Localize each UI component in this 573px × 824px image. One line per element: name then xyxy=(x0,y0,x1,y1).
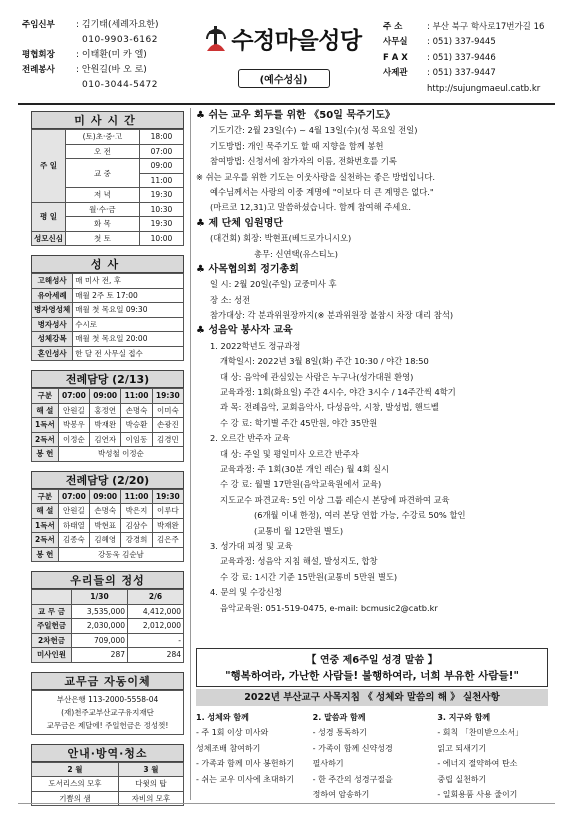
mass-type: 교 중 xyxy=(65,159,139,188)
liturgy-name: 손명숙 xyxy=(90,504,121,519)
offering-amount: 709,000 xyxy=(72,633,128,648)
contact-row xyxy=(383,82,558,97)
liturgy-name: 김경민 xyxy=(152,432,183,447)
contact-label: F A X xyxy=(383,52,408,63)
offerings-row xyxy=(32,648,184,663)
offerings-header-row xyxy=(32,590,184,605)
contact-label: 사제관 xyxy=(383,68,408,79)
offering-category: 주일헌금 xyxy=(32,619,72,634)
section-heading: ♣ 쉬는 교우 회두를 위한 《50일 묵주기도》 xyxy=(196,110,396,121)
sacrament-row xyxy=(32,303,184,318)
offerings-table xyxy=(31,589,184,663)
liturgy-header-cell: 09:00 xyxy=(90,389,121,404)
practice-item: - 주 1회 이상 미사와 xyxy=(196,728,269,738)
liturgy-row xyxy=(32,533,184,548)
liturgy-header-cell: 19:30 xyxy=(152,389,183,404)
staff-value: : 안원길(바 오 로) xyxy=(76,65,147,75)
sidebar xyxy=(31,111,184,806)
offerings-date: 2/6 xyxy=(128,590,184,605)
practice-column xyxy=(196,710,307,802)
staff-row xyxy=(22,63,192,78)
announcement-line: 수 강 료: 1시간 기준 15만원(교통비 5만원 별도) xyxy=(220,571,398,582)
announcement-line: 2. 오르간 반주자 교육 xyxy=(210,433,290,444)
liturgy-name: 이루다 xyxy=(152,504,183,519)
practice-item: - 가족과 함께 미사 봉헌하기 xyxy=(196,759,295,769)
practice-item: - 회칙 「찬미받으소서」 xyxy=(437,728,524,738)
mass-time: 18:00 xyxy=(139,130,183,145)
staff-row xyxy=(22,33,192,48)
offerings-row xyxy=(32,619,184,634)
liturgy-name: 손명숙 xyxy=(121,403,152,418)
guide-mar-group-1: 다윗의 탑 xyxy=(118,777,183,792)
offering-amount: 2,030,000 xyxy=(72,619,128,634)
announcement-line: 교육과정: 성음악 지침 해설, 발성지도, 합창 xyxy=(220,556,378,567)
mass-time: 19:30 xyxy=(139,217,183,232)
liturgy-header-row xyxy=(32,389,184,404)
mass-group: 주 일 xyxy=(32,130,66,203)
mass-time: 10:00 xyxy=(139,231,183,246)
practice-item: - 한 주간의 성경구절을 xyxy=(312,774,393,784)
sacrament-name: 유아세례 xyxy=(32,288,73,303)
guide-month-feb: 2 월 xyxy=(32,762,119,777)
sacrament-row xyxy=(32,332,184,347)
mass-type: 첫 토 xyxy=(65,231,139,246)
sacrament-schedule: 매월 첫 목요일 09:30 xyxy=(73,303,184,318)
offerings-date xyxy=(32,590,72,605)
announcement-line: 기도방법: 개인 묵주기도 할 때 지향을 함께 봉헌 xyxy=(210,140,384,151)
guide-table xyxy=(31,762,184,807)
parish-title: 수정마을성당 xyxy=(231,28,362,54)
mass-time: 09:00 xyxy=(139,159,183,174)
liturgy-name: 이정순 xyxy=(58,432,89,447)
contact-value: : 051) 337-9447 xyxy=(427,68,496,79)
mass-time-row xyxy=(32,231,184,246)
liturgy-name: 박재완 xyxy=(152,518,183,533)
practice-heading: 1. 성체와 함께 xyxy=(196,713,249,722)
liturgy-row xyxy=(32,504,184,519)
parish-masthead xyxy=(196,22,371,88)
practice-heading: 3. 지구와 함께 xyxy=(437,713,491,722)
offerings-row xyxy=(32,633,184,648)
liturgy-name: 강경희 xyxy=(121,533,152,548)
sacrament-schedule: 한 달 전 사무실 접수 xyxy=(73,346,184,361)
staff-info xyxy=(22,18,192,93)
sacrament-name: 고해성사 xyxy=(32,274,73,289)
offerings-row xyxy=(32,604,184,619)
liturgy-name: 김삼수 xyxy=(121,518,152,533)
mass-type: 오 전 xyxy=(65,144,139,159)
offering-amount: 284 xyxy=(128,648,184,663)
mass-type: (토)초·중·고 xyxy=(65,130,139,145)
liturgy-name: 박재완 xyxy=(90,418,121,433)
contact-info xyxy=(383,20,558,97)
parish-subtitle: (예수성심) xyxy=(238,69,330,88)
announcement-line: (6개월 이내 한정), 여러 본당 연합 가능, 수강료 50% 할인 xyxy=(254,510,466,521)
announcement-line: (대건회) 회장: 박현표(베드로가니시오) xyxy=(210,233,352,244)
offering-amount: - xyxy=(128,633,184,648)
liturgy-name: 박은지 xyxy=(121,504,152,519)
mass-time-row xyxy=(32,130,184,145)
liturgy-name: 안원길 xyxy=(58,504,89,519)
liturgy-name: 김연자 xyxy=(90,432,121,447)
liturgy-name: 김혜영 xyxy=(90,533,121,548)
announcement-line: 기도기간: 2월 23일(수) ~ 4월 13일(수)(성 목요일 전일) xyxy=(210,125,418,136)
contact-value: : 부산 북구 학사로17번가길 16 xyxy=(427,22,545,32)
guide-title: 안내·방역·청소 xyxy=(31,744,184,762)
section-heading: ♣ 성음악 봉사자 교육 xyxy=(196,325,293,337)
contact-label: 주 소 xyxy=(383,22,403,32)
liturgy-name: 이미숙 xyxy=(152,403,183,418)
announcement-line: 음악교육원: 051-519-0475, e-mail: bcmusic2@catb.kr xyxy=(220,602,438,613)
liturgy-offering-names: 박성철 이정순 xyxy=(58,447,183,462)
liturgy-role: 해 설 xyxy=(32,504,59,519)
offering-amount: 287 xyxy=(72,648,128,663)
offerings-date: 1/30 xyxy=(72,590,128,605)
liturgy-name: 홍정연 xyxy=(90,403,121,418)
bank-account: 부산은행 113-2000-5558-04 xyxy=(56,694,159,704)
announcement-line: 과 목: 전례음악, 교회음악사, 다성음악, 시창, 발성법, 핸드벨 xyxy=(220,402,439,413)
contact-value: http://sujungmaeul.catb.kr xyxy=(427,83,541,94)
contact-row xyxy=(383,66,558,81)
liturgy-name: 박현표 xyxy=(90,518,121,533)
announcement-line: 3. 성가대 피정 및 교육 xyxy=(210,540,293,551)
mass-type: 화 목 xyxy=(65,217,139,232)
mass-time: 11:00 xyxy=(139,173,183,188)
liturgy-role: 2독서 xyxy=(32,432,59,447)
mass-type: 월·수·금 xyxy=(65,202,139,217)
practice-item: 읽고 되새기기 xyxy=(437,743,487,753)
announcement-line: 수 강 료: 월별 17만원(음악교육원에서 교육) xyxy=(220,479,382,490)
sacraments-table xyxy=(31,273,184,361)
header-divider xyxy=(18,103,555,105)
liturgy-title-1: 전례담당 (2/13) xyxy=(31,370,184,388)
staff-value: 010-3044-5472 xyxy=(82,80,158,90)
announcement-line: 총무: 신연택(유스티노) xyxy=(254,248,339,259)
pastoral-slogan: 2022년 부산교구 사목지침 《 성체와 말씀의 해 》 실천사항 xyxy=(196,689,548,706)
announcement-line: 일 시: 2월 20일(주일) 교중미사 후 xyxy=(210,279,337,290)
liturgy-title-2: 전례담당 (2/20) xyxy=(31,471,184,489)
mass-times-title: 미사시간 xyxy=(31,111,184,129)
guide-feb-group-2: 기쁨의 샘 xyxy=(32,791,119,806)
liturgy-name: 손광진 xyxy=(152,418,183,433)
liturgy-table-2 xyxy=(31,489,184,563)
practice-item: - 가족이 함께 신약성경 xyxy=(312,743,393,753)
contact-value: : 051) 337-9445 xyxy=(427,37,496,48)
sacraments-title: 성사 xyxy=(31,255,184,273)
mass-time: 07:00 xyxy=(139,144,183,159)
practice-item: - 쉬는 교우 미사에 초대하기 xyxy=(196,774,295,784)
liturgy-role: 해 설 xyxy=(32,403,59,418)
practice-column xyxy=(423,710,548,802)
liturgy-header-cell: 07:00 xyxy=(58,389,89,404)
auto-transfer-box xyxy=(31,690,184,735)
staff-row xyxy=(22,48,192,63)
announcement-line: 대 상: 음악에 관심있는 사람은 누구나(성가대원 환영) xyxy=(220,371,414,382)
liturgy-role: 1독서 xyxy=(32,518,59,533)
contact-value: : 051) 337-9446 xyxy=(427,52,496,63)
staff-role: 평협회장 xyxy=(22,50,55,60)
mass-group: 성모신심 xyxy=(32,231,66,246)
liturgy-header-cell: 11:00 xyxy=(121,389,152,404)
mass-type: 저 녁 xyxy=(65,188,139,203)
offering-note: 교무금은 제달에! 주일헌금은 정성껏! xyxy=(46,720,169,730)
sacrament-name: 병자성사 xyxy=(32,317,73,332)
announcement-line: 교육과정: 1회(화요일) 주간 4시수, 야간 3시수 / 14주간씩 4학기 xyxy=(220,387,456,398)
announcement-line: 지도교수 파견교육: 5인 이상 그룹 레슨시 본당에 파견하여 교육 xyxy=(220,494,450,505)
auto-transfer-title: 교무금 자동이체 xyxy=(31,672,184,690)
sacrament-row xyxy=(32,317,184,332)
liturgy-header-cell: 09:00 xyxy=(90,489,121,504)
practice-item: - 일회용품 사용 줄이기 xyxy=(437,790,518,800)
sacrament-schedule: 매월 2주 토 17:00 xyxy=(73,288,184,303)
sacrament-schedule: 매월 첫 목요일 20:00 xyxy=(73,332,184,347)
liturgy-name: 박봉우 xyxy=(58,418,89,433)
contact-label xyxy=(383,82,427,97)
announcement-line: 1. 2022학년도 정규과정 xyxy=(210,340,301,351)
announcement-line: 참여방법: 신청서에 참가자의 이름, 전화번호를 기록 xyxy=(210,156,397,167)
mass-time: 10:30 xyxy=(139,202,183,217)
practice-item: - 성경 통독하기 xyxy=(312,728,368,738)
liturgy-header-cell: 구분 xyxy=(32,489,59,504)
guide-month-mar: 3 월 xyxy=(118,762,183,777)
sacrament-name: 혼인성사 xyxy=(32,346,73,361)
liturgy-offering-row xyxy=(32,547,184,562)
sacrament-schedule: 수시로 xyxy=(73,317,184,332)
offering-amount: 2,012,000 xyxy=(128,619,184,634)
liturgy-name: 김은주 xyxy=(152,533,183,548)
liturgy-row xyxy=(32,418,184,433)
contact-row xyxy=(383,51,558,66)
liturgy-header-row xyxy=(32,489,184,504)
offering-amount: 3,535,000 xyxy=(72,604,128,619)
offering-category: 교 무 금 xyxy=(32,604,72,619)
practice-columns xyxy=(196,710,548,802)
staff-row xyxy=(22,78,192,93)
announcement-line: 교육과정: 주 1회(30분 개인 레슨) 월 4회 실시 xyxy=(220,463,390,474)
offerings-title: 우리들의 정성 xyxy=(31,571,184,589)
scripture-title: 【 연중 제6주일 성경 말씀 】 xyxy=(306,655,438,666)
practice-column xyxy=(307,710,424,802)
offering-category: 미사인원 xyxy=(32,648,72,663)
contact-row xyxy=(383,35,558,50)
practice-item: 정하여 암송하기 xyxy=(312,790,370,800)
practice-item: 중립 실천하기 xyxy=(437,774,487,784)
guide-feb-group-1: 도서리스의 모후 xyxy=(32,777,119,792)
announcement-line: (교통비 월 12만원 별도) xyxy=(254,525,344,536)
staff-value: 010-9903-6162 xyxy=(82,35,158,45)
announcement-line: 장 소: 성전 xyxy=(210,294,251,305)
staff-value: : 이태환(미 카 엘) xyxy=(76,50,147,60)
practice-item: 필사하기 xyxy=(312,759,344,769)
liturgy-name: 하태열 xyxy=(58,518,89,533)
practice-heading: 2. 말씀과 함께 xyxy=(312,713,366,722)
liturgy-name: 김종숙 xyxy=(58,533,89,548)
section-heading: ♣ 제 단체 임원명단 xyxy=(196,217,284,229)
offering-amount: 4,412,000 xyxy=(128,604,184,619)
liturgy-role: 2독서 xyxy=(32,533,59,548)
staff-role: 주임신부 xyxy=(22,20,55,30)
sacrament-name: 성체강복 xyxy=(32,332,73,347)
liturgy-row xyxy=(32,432,184,447)
liturgy-header-cell: 구분 xyxy=(32,389,59,404)
parish-logo-icon xyxy=(205,25,227,53)
announcement-line: 참가대상: 각 분과위원장까지(※ 분과위원장 불참시 차장 대리 참석) xyxy=(210,310,454,321)
staff-row xyxy=(22,18,192,33)
staff-value: : 김기태(세례자요한) xyxy=(76,20,159,30)
foundation-name: (재)천주교부산교구유지재단 xyxy=(61,707,154,717)
column-divider xyxy=(190,108,191,800)
sacrament-name: 병자영성체 xyxy=(32,303,73,318)
liturgy-name: 안원길 xyxy=(58,403,89,418)
sacrament-schedule: 매 미사 전, 후 xyxy=(73,274,184,289)
scripture-box xyxy=(196,648,548,687)
liturgy-role: 1독서 xyxy=(32,418,59,433)
announcement-line: (마르코 12,31)고 말씀하셨습니다. 함께 참여해 주세요. xyxy=(210,202,411,213)
mass-group: 평 일 xyxy=(32,202,66,231)
liturgy-name: 박승환 xyxy=(121,418,152,433)
liturgy-row xyxy=(32,403,184,418)
practice-item: 성체조배 참여하기 xyxy=(196,743,261,753)
staff-role: 전례봉사 xyxy=(22,65,55,75)
liturgy-offering-names: 강동욱 김순남 xyxy=(58,547,183,562)
announcement-line: 수 강 료: 학기별 주간 45만원, 야간 35만원 xyxy=(220,417,378,428)
liturgy-header-cell: 19:30 xyxy=(152,489,183,504)
section-heading: ♣ 사목협의회 정기총회 xyxy=(196,263,299,275)
liturgy-header-cell: 11:00 xyxy=(121,489,152,504)
announcements xyxy=(196,108,548,616)
announcement-line: ※ 쉬는 교우를 위한 기도는 이웃사랑을 실천하는 좋은 방법입니다. xyxy=(196,171,436,182)
liturgy-offering-row xyxy=(32,447,184,462)
contact-row xyxy=(383,20,558,35)
sacrament-row xyxy=(32,288,184,303)
mass-time: 19:30 xyxy=(139,188,183,203)
liturgy-role: 봉 헌 xyxy=(32,447,59,462)
liturgy-table-1 xyxy=(31,388,184,462)
offering-category: 2차헌금 xyxy=(32,633,72,648)
sacrament-row xyxy=(32,274,184,289)
liturgy-header-cell: 07:00 xyxy=(58,489,89,504)
contact-label: 사무실 xyxy=(383,37,408,48)
announcement-line: 개학일시: 2022년 3월 8일(화) 주간 10:30 / 야간 18:50 xyxy=(220,356,429,367)
mass-times-table xyxy=(31,129,184,246)
mass-time-row xyxy=(32,202,184,217)
liturgy-name: 이임동 xyxy=(121,432,152,447)
announcement-line: 4. 문의 및 수강신청 xyxy=(210,587,282,598)
practice-item: - 에너지 절약하여 탄소 xyxy=(437,759,518,769)
scripture-text: "행복하여라, 가난한 사람들! 불행하여라, 너희 부유한 사람들!" xyxy=(225,670,519,682)
announcement-line: 예수님께서는 사랑의 이중 계명에 "이보다 더 큰 계명은 없다." xyxy=(210,186,434,197)
liturgy-role: 봉 헌 xyxy=(32,547,59,562)
liturgy-row xyxy=(32,518,184,533)
footer-divider xyxy=(18,803,555,804)
sacrament-row xyxy=(32,346,184,361)
announcement-line: 대 상: 주일 및 평일미사 오르간 반주자 xyxy=(220,448,359,459)
guide-mar-group-2: 자비의 모후 xyxy=(118,791,183,806)
